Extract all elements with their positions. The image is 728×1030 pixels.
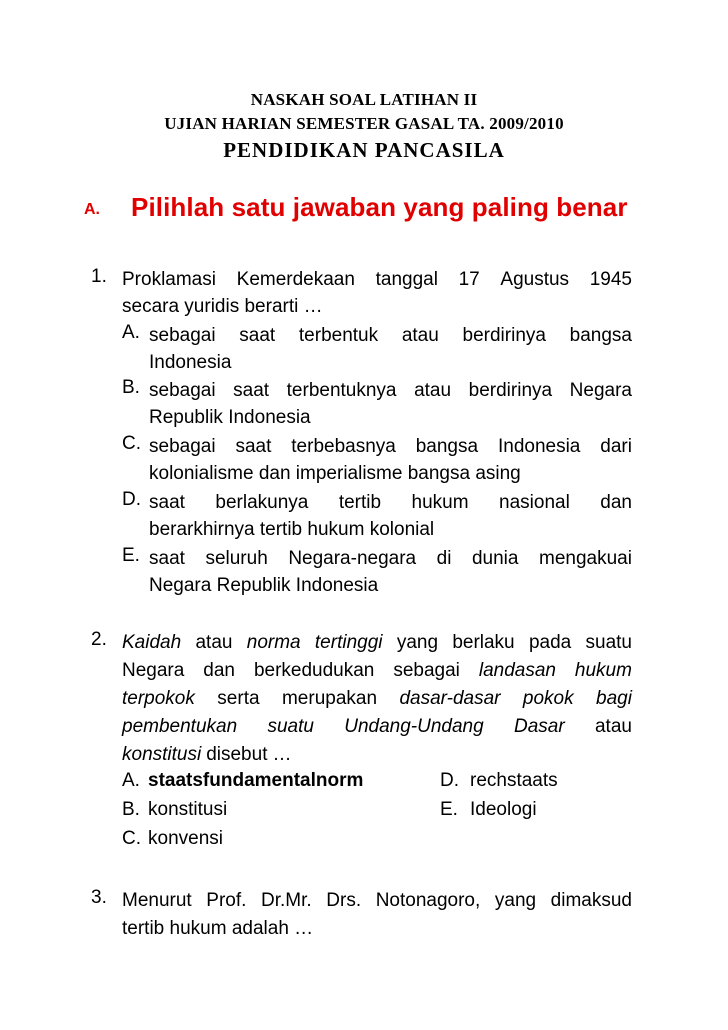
word: terbebasnya xyxy=(291,436,396,457)
word: sebagai xyxy=(149,325,216,346)
word: berdirinya xyxy=(462,325,546,346)
word: disebut xyxy=(206,744,268,765)
section-letter: A. xyxy=(84,201,100,218)
word: berlaku xyxy=(452,632,515,653)
word: Prof. xyxy=(206,890,247,911)
option-label: A. xyxy=(122,322,140,343)
question-stem-line: secara yuridis berarti … xyxy=(122,296,323,317)
word: Dr.Mr. xyxy=(261,890,312,911)
word: suatu xyxy=(585,632,632,653)
header-line-1: NASKAH SOAL LATIHAN II xyxy=(250,90,478,109)
word: saat xyxy=(239,325,276,346)
word: atau xyxy=(195,632,233,653)
word: terbentuk xyxy=(298,325,379,346)
word: bagi xyxy=(596,688,632,709)
option-label: D. xyxy=(122,489,141,510)
word: saat xyxy=(149,548,185,569)
word: pokok xyxy=(522,688,574,709)
word: saat xyxy=(235,436,272,457)
question-number: 1. xyxy=(91,266,107,287)
option-a-line: Indonesia xyxy=(149,352,232,373)
word: Menurut xyxy=(122,890,192,911)
word: tanggal xyxy=(375,269,438,290)
option-label: C. xyxy=(122,828,141,849)
option-a-line xyxy=(149,322,632,350)
word: sebagai xyxy=(149,380,216,401)
word: dan xyxy=(203,660,235,681)
option-e-line xyxy=(149,545,632,573)
option-c-line: kolonialisme dan imperialisme bangsa asing xyxy=(149,463,521,484)
option-label: D. xyxy=(440,770,459,791)
option-b-text: konstitusi xyxy=(148,799,228,820)
word: dari xyxy=(600,436,632,457)
header-line-2: UJIAN HARIAN SEMESTER GASAL TA. 2009/2010 xyxy=(164,114,564,133)
word: tertib xyxy=(338,492,382,513)
question-stem-line xyxy=(122,657,632,685)
question-stem-line xyxy=(122,685,632,713)
word: dan xyxy=(600,492,632,513)
option-label: E. xyxy=(440,799,458,820)
word: tertinggi xyxy=(314,632,383,653)
question-stem-line: tertib hukum adalah … xyxy=(122,918,314,939)
option-label: C. xyxy=(122,433,141,454)
option-b-line: Republik Indonesia xyxy=(149,407,311,428)
question-stem-line xyxy=(122,266,632,294)
option-label: A. xyxy=(122,770,140,791)
word: hukum xyxy=(574,660,632,681)
word: dunia xyxy=(471,548,519,569)
word: konstitusi xyxy=(122,744,202,765)
word: … xyxy=(272,744,292,765)
word: atau xyxy=(401,325,439,346)
word: pembentukan xyxy=(122,716,238,737)
word: dimaksud xyxy=(550,890,632,911)
word: di xyxy=(436,548,452,569)
header-subject-title: PENDIDIKAN PANCASILA xyxy=(223,138,505,162)
word: nasional xyxy=(499,492,570,513)
word: atau xyxy=(414,380,452,401)
word: suatu xyxy=(267,716,314,737)
word: saat xyxy=(149,492,185,513)
word: Kaidah xyxy=(122,632,182,653)
word: Negara-negara xyxy=(288,548,417,569)
word: merupakan xyxy=(281,688,378,709)
word: Negara xyxy=(122,660,185,681)
word: 1945 xyxy=(589,269,632,290)
word: Agustus xyxy=(500,269,570,290)
word: bangsa xyxy=(415,436,479,457)
word: berkedudukan xyxy=(253,660,375,681)
word: 17 xyxy=(458,269,480,290)
word: Notonagoro, xyxy=(375,890,481,911)
word: dasar-dasar xyxy=(399,688,501,709)
word: yang xyxy=(396,632,439,653)
word: terpokok xyxy=(122,688,195,709)
option-e-text: Ideologi xyxy=(470,799,537,820)
word: landasan xyxy=(478,660,556,681)
option-d-text: rechstaats xyxy=(470,770,558,791)
question-number: 2. xyxy=(91,629,107,650)
question-stem-line xyxy=(122,741,291,769)
question-stem-line xyxy=(122,629,632,657)
word: serta xyxy=(217,688,260,709)
option-label: E. xyxy=(122,545,140,566)
word: saat xyxy=(233,380,270,401)
option-e-line: Negara Republik Indonesia xyxy=(149,575,379,596)
option-label: B. xyxy=(122,377,140,398)
option-d-line: berarkhirnya tertib hukum kolonial xyxy=(149,519,435,540)
section-instruction: Pilihlah satu jawaban yang paling benar xyxy=(131,192,628,222)
word: Indonesia xyxy=(497,436,581,457)
word: atau xyxy=(594,716,632,737)
option-b-line xyxy=(149,377,632,405)
word: sebagai xyxy=(393,660,460,681)
word: sebagai xyxy=(149,436,216,457)
word: berdirinya xyxy=(468,380,553,401)
word: mengakuai xyxy=(539,548,632,569)
word: norma xyxy=(246,632,301,653)
word: terbentuknya xyxy=(286,380,397,401)
word: Dasar xyxy=(513,716,565,737)
word: pada xyxy=(528,632,572,653)
question-stem-line xyxy=(122,713,632,741)
word: berlakunya xyxy=(215,492,309,513)
word: bangsa xyxy=(569,325,632,346)
option-label: B. xyxy=(122,799,140,820)
word: Negara xyxy=(569,380,632,401)
option-d-line xyxy=(149,489,632,517)
option-a-text: staatsfundamentalnorm xyxy=(148,770,364,791)
question-number: 3. xyxy=(91,887,107,908)
option-c-text: konvensi xyxy=(148,828,223,849)
word: Proklamasi xyxy=(122,269,216,290)
word: yang xyxy=(494,890,537,911)
word: hukum xyxy=(411,492,469,513)
option-c-line xyxy=(149,433,632,461)
word: Undang-Undang xyxy=(344,716,484,737)
word: seluruh xyxy=(205,548,268,569)
word: Kemerdekaan xyxy=(236,269,355,290)
question-stem-line xyxy=(122,887,632,915)
word: Drs. xyxy=(326,890,362,911)
